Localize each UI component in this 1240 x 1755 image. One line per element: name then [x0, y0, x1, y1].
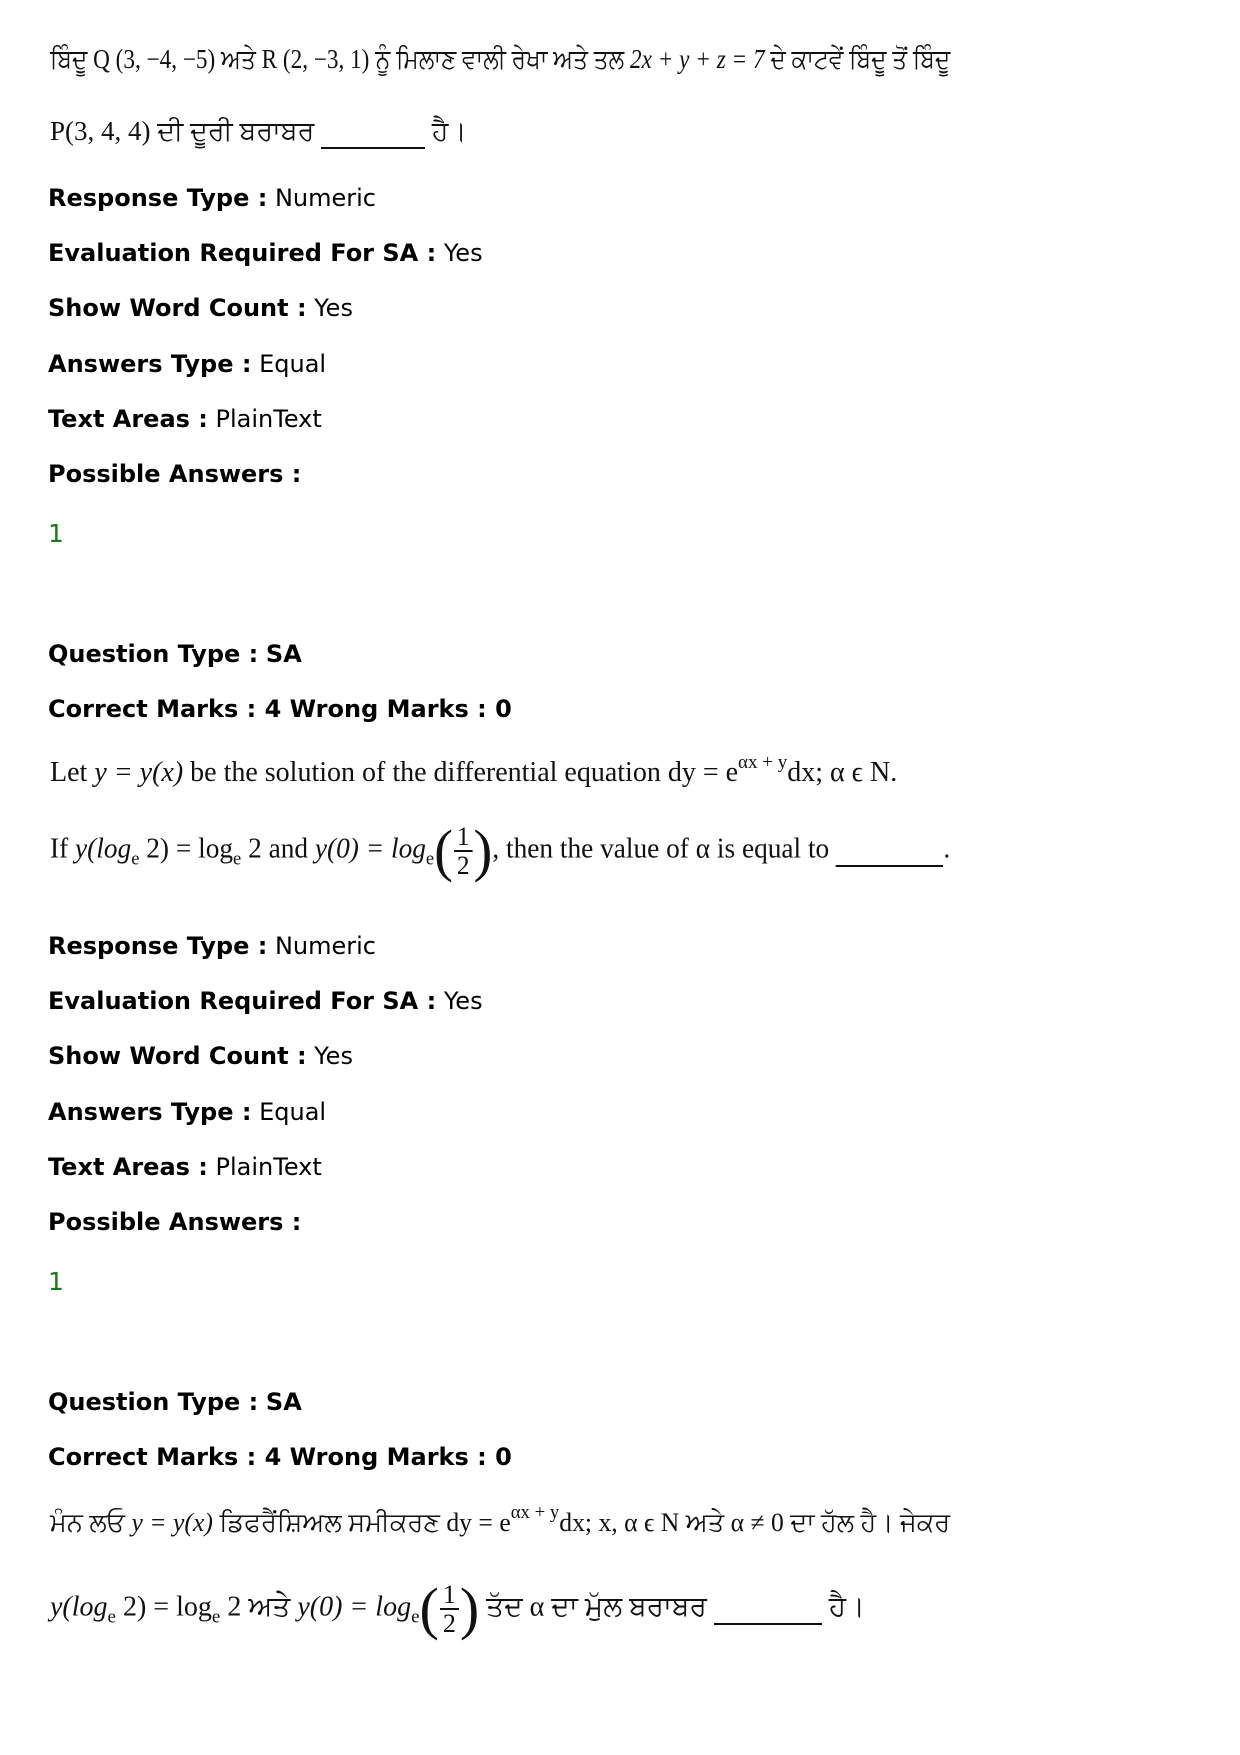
text-areas-row: Text Areas : PlainText — [48, 1153, 322, 1181]
question-2-text-line-2: If $y(\log_e$ $2) = \log_e 2$ and $y(0) = \log_e$( $\frac{1}{2}$ ), then the value of α is equal to . — [50, 818, 951, 883]
evaluation-required-row: Evaluation Required For SA : Yes — [48, 987, 483, 1015]
answer-blank — [836, 833, 943, 867]
possible-answer-value: 1 — [48, 1267, 64, 1296]
question-2-text-line-1: Let y = y(x) be the solution of the differential equation dy = $e^{\alpha x + y}dx$; α ϵ N. — [50, 752, 898, 788]
show-word-count-row: Show Word Count : Yes — [48, 294, 353, 322]
possible-answers-label: Possible Answers : — [48, 1208, 302, 1236]
fraction-one-half: $\frac{1}{2}$ — [440, 1581, 459, 1638]
answer-blank — [714, 1591, 822, 1625]
response-type-row: Response Type : Numeric — [48, 184, 376, 212]
marks-row: Correct Marks : 4 Wrong Marks : 0 — [48, 695, 512, 723]
possible-answer-value: 1 — [48, 519, 64, 548]
question-1-text-line-1: ਬਿੰਦੂ Q (3, −4, −5) ਅਤੇ R (2, −3, 1) ਨੂੰ ਮਿਲਾਣ ਵਾਲੀ ਰੇਖਾ ਅਤੇ ਤਲ 2x + y + z = 7 ਦੇ ਕਾਟਵੇਂ ਬਿੰਦੂ ਤੋਂ ਬਿੰਦੂ — [50, 44, 951, 74]
answers-type-row: Answers Type : Equal — [48, 1098, 327, 1126]
marks-row: Correct Marks : 4 Wrong Marks : 0 — [48, 1443, 512, 1471]
question-type-row: Question Type : SA — [48, 1388, 302, 1416]
response-type-row: Response Type : Numeric — [48, 932, 376, 960]
answers-type-row: Answers Type : Equal — [48, 350, 327, 378]
question-3-text-line-2: $y(\log_e$ $2) = \log_e 2$ ਅਤੇ $y(0) = \log_e$( $\frac{1}{2}$ ) ਤੱਦ α ਦਾ ਮੁੱਲ ਬਰਾਬਰ ਹੈ। — [50, 1576, 865, 1641]
fraction-one-half: $\frac{1}{2}$ — [454, 823, 473, 880]
possible-answers-label: Possible Answers : — [48, 460, 302, 488]
text-areas-row: Text Areas : PlainText — [48, 405, 322, 433]
answer-blank — [321, 116, 425, 149]
question-type-row: Question Type : SA — [48, 640, 302, 668]
question-1-text-line-2: P(3, 4, 4) ਦੀ ਦੂਰੀ ਬਰਾਬਰ ਹੈ। — [50, 116, 467, 149]
evaluation-required-row: Evaluation Required For SA : Yes — [48, 239, 483, 267]
show-word-count-row: Show Word Count : Yes — [48, 1042, 353, 1070]
question-3-text-line-1: ਮੰਨ ਲਓ y = y(x) ਡਿਫਰੈਂਸ਼ਿਅਲ ਸਮੀਕਰਣ dy = $e^{\alpha x + y}dx$; x, α ϵ N ਅਤੇ α ≠ 0 ਦਾ ਹੱਲ ਹੈ। ਜੇਕਰ — [50, 1502, 951, 1537]
